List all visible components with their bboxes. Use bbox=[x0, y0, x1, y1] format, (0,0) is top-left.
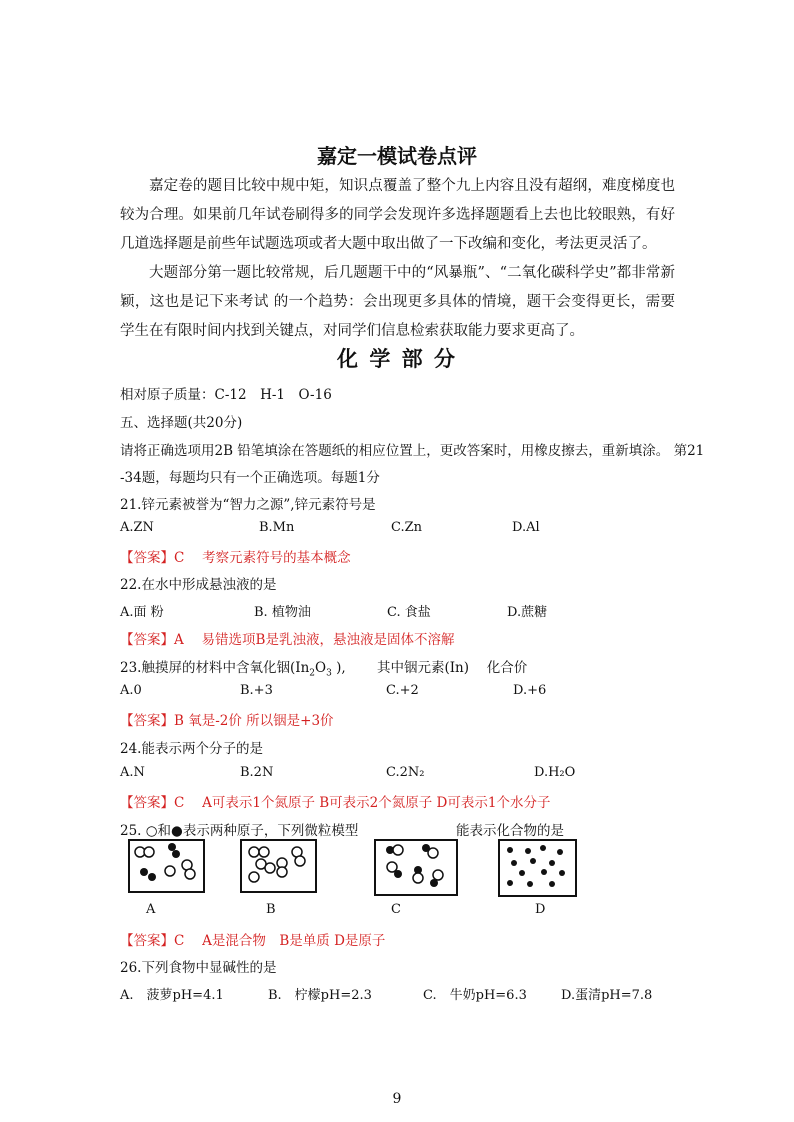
question-24-stem: 24.能表示两个分子的是 bbox=[120, 741, 263, 757]
q23-answer: 【答案】B 氧是-2价 所以铟是+3价 bbox=[120, 713, 334, 729]
q23-stem-post: ), 其中铟元素(In) 化合价 bbox=[331, 660, 528, 676]
model-c-particles bbox=[376, 841, 456, 894]
atomic-mass-line: 相对原子质量：C-12 H-1 O-16 bbox=[120, 387, 332, 403]
q23-option-a: A.0 bbox=[120, 683, 142, 698]
section-title: 化 学 部 分 bbox=[337, 347, 457, 371]
question-26-stem: 26.下列食物中显碱性的是 bbox=[120, 960, 277, 976]
q21-answer: 【答案】C 考察元素符号的基本概念 bbox=[120, 550, 351, 566]
q21-option-c: C.Zn bbox=[391, 520, 423, 535]
q22-option-d: D.蔗糖 bbox=[507, 605, 548, 620]
q23-option-c: C.+2 bbox=[386, 683, 419, 698]
q23-stem-sub2: 3 bbox=[326, 668, 332, 679]
q23-stem-sub1: 2 bbox=[309, 668, 315, 679]
q22-option-b: B. 植物油 bbox=[254, 605, 311, 620]
q24-option-d: D.H₂O bbox=[534, 765, 576, 780]
q22-option-a: A.面 粉 bbox=[120, 605, 164, 620]
q23-stem-mid: O bbox=[315, 660, 327, 676]
model-b-particles bbox=[242, 841, 315, 891]
page-number: 9 bbox=[392, 1091, 402, 1107]
question-22-stem: 22.在水中形成悬浊液的是 bbox=[120, 577, 277, 593]
q23-stem-pre: 23.触摸屏的材料中含氧化铟(In bbox=[120, 660, 310, 676]
q25-label-a: A bbox=[146, 902, 156, 917]
review-paragraph-1: 嘉定卷的题目比较中规中矩，知识点覆盖了整个九上内容且没有超纲，难度梯度也较为合理。如果前几年试卷刷得多的同学会发现许多选择题题看上去也比较眼熟，有好几道选择题是前些年试题选项或者大题中取出做了一下改编和变化，考法更灵活了。 bbox=[120, 178, 675, 252]
question-21-stem: 21.锌元素被誉为“智力之源”,锌元素符号是 bbox=[120, 497, 376, 513]
q23-option-b: B.+3 bbox=[240, 683, 273, 698]
part-title: 五、选择题(共20分) bbox=[120, 415, 243, 431]
q23-option-d: D.+6 bbox=[513, 683, 547, 698]
review-paragraph-2: 大题部分第一题比较常规，后几题题干中的“风暴瓶”、“二氧化碳科学史”都非常新颖，这也是记下来考试 的一个趋势：会出现更多具体的情境，题干会变得更长，需要学生在有限时间内找到关键点，对同学们信息检索获取能力要求更高了。 bbox=[120, 265, 675, 339]
question-25-stem-left: 25. ○和●表示两种原子，下列微粒模型 bbox=[120, 823, 359, 839]
question-23-stem bbox=[120, 656, 527, 679]
model-box-a bbox=[128, 839, 205, 893]
q26-option-a: A. 菠萝pH=4.1 bbox=[120, 988, 224, 1003]
question-25-stem-right: 能表示化合物的是 bbox=[456, 823, 564, 839]
q25-label-d: D bbox=[535, 902, 546, 917]
review-title: 嘉定一模试卷点评 bbox=[317, 144, 477, 168]
q25-answer: 【答案】C A是混合物 B是单质 D是原子 bbox=[120, 933, 386, 949]
q24-answer: 【答案】C A可表示1个氮原子 B可表示2个氮原子 D可表示1个水分子 bbox=[120, 795, 551, 811]
q26-option-d: D.蛋清pH=7.8 bbox=[561, 988, 653, 1003]
q24-option-b: B.2N bbox=[240, 765, 274, 780]
model-box-c bbox=[374, 839, 458, 896]
q22-answer: 【答案】A 易错选项B是乳浊液，悬浊液是固体不溶解 bbox=[120, 632, 455, 648]
q24-option-c: C.2N₂ bbox=[386, 765, 425, 780]
q21-option-a: A.ZN bbox=[120, 520, 154, 535]
model-box-d bbox=[498, 839, 577, 897]
q25-label-b: B bbox=[266, 902, 276, 917]
instruction-line-1: 请将正确选项用2B 铅笔填涂在答题纸的相应位置上，更改答案时，用橡皮擦去，重新填涂。 第21 bbox=[120, 443, 705, 459]
q21-option-d: D.Al bbox=[512, 520, 540, 535]
q25-label-c: C bbox=[391, 902, 401, 917]
q24-option-a: A.N bbox=[120, 765, 145, 780]
q26-option-c: C. 牛奶pH=6.3 bbox=[423, 988, 527, 1003]
q26-option-b: B. 柠檬pH=2.3 bbox=[268, 988, 372, 1003]
model-box-b bbox=[240, 839, 317, 893]
q21-option-b: B.Mn bbox=[259, 520, 295, 535]
q22-option-c: C. 食盐 bbox=[387, 605, 431, 620]
model-a-particles bbox=[130, 841, 203, 891]
instruction-line-2: -34题，每题均只有一个正确选项。每题1分 bbox=[120, 470, 380, 486]
model-d-particles bbox=[500, 841, 575, 895]
